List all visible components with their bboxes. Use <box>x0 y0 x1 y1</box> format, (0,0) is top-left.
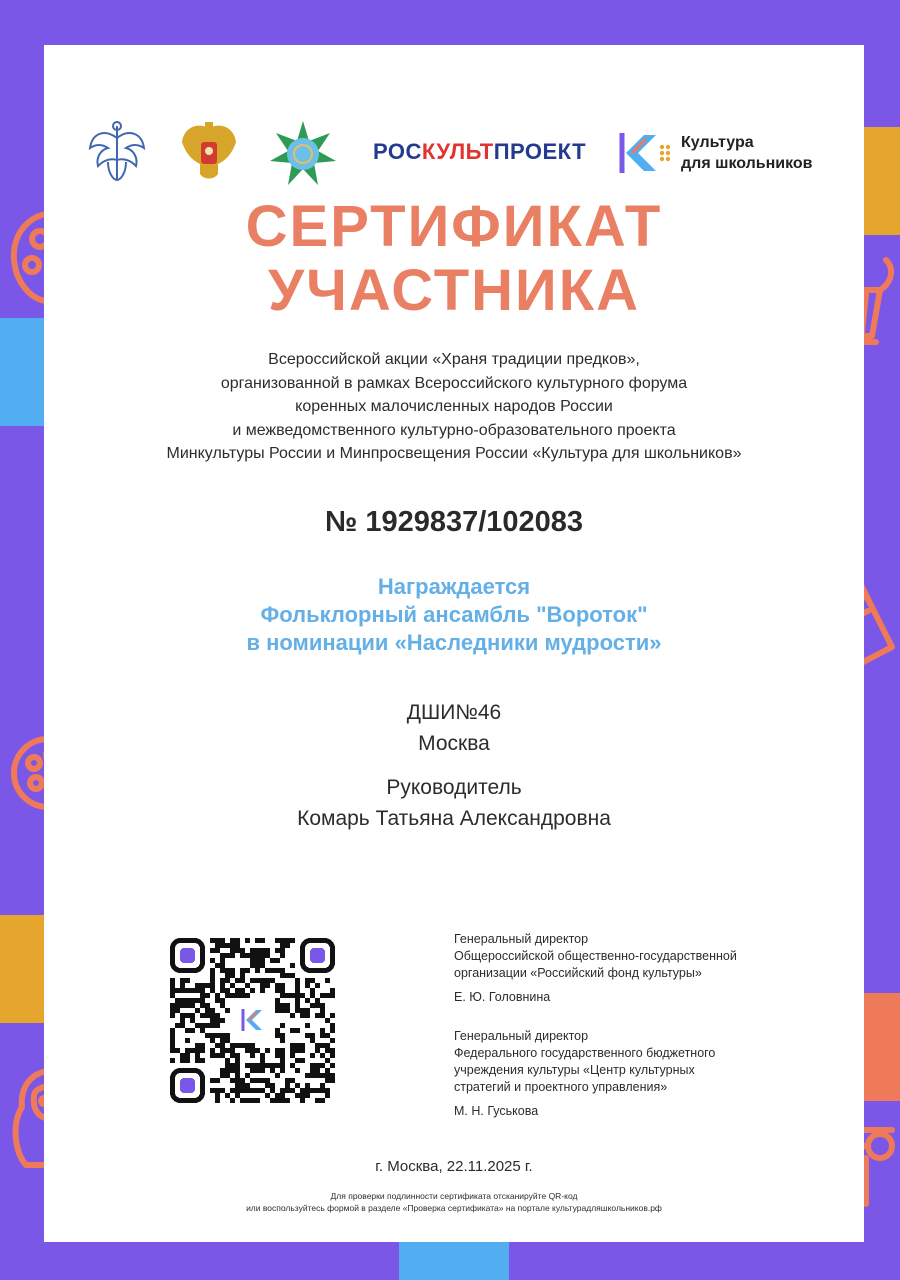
qr-center-logo-icon <box>236 1003 270 1037</box>
verification-note-line: или воспользуйтесь формой в разделе «Проверка сертификата» на портале культурадляшкольников.рф <box>246 1203 662 1213</box>
award-recipient: Фольклорный ансамбль "Вороток" <box>260 602 648 627</box>
signature-line: организации «Российский фонд культуры» <box>454 966 702 980</box>
issue-date: г. Москва, 22.11.2025 г. <box>375 1158 533 1175</box>
intro-line: организованной в рамках Всероссийского культурного форума <box>220 374 688 392</box>
signature-line: Федерального государственного бюджетного <box>454 1046 716 1060</box>
signature-line: учреждения культуры «Центр культурных <box>454 1063 695 1077</box>
roskultproekt-logo <box>373 139 586 165</box>
signature-block-2 <box>454 1028 814 1120</box>
russia-coat-of-arms-icon <box>178 120 240 186</box>
brand-ros: РОС <box>373 139 422 164</box>
culture-star-emblem-icon <box>268 119 338 189</box>
leader-block <box>44 772 864 834</box>
award-line1: Награждается <box>377 574 531 599</box>
intro-line: и межведомственного культурно-образовательного проекта <box>232 421 676 439</box>
intro-line: коренных малочисленных народов России <box>295 398 613 415</box>
frame-strip-orange-left <box>0 915 44 1023</box>
ministry-emblem-icon <box>86 120 148 186</box>
title-line1: СЕРТИФИКАТ <box>245 194 663 259</box>
school-block <box>44 697 864 759</box>
intro-text <box>44 348 864 466</box>
signature-line: Общероссийской общественно-государственной <box>454 949 737 963</box>
signatory-name: Е. Ю. Головнина <box>454 990 551 1004</box>
certificate-title <box>44 195 864 323</box>
signature-line: стратегий и проектного управления» <box>454 1080 668 1094</box>
title-line2: УЧАСТНИКА <box>267 258 640 323</box>
signature-line: Генеральный директор <box>454 1029 589 1043</box>
culture-label-line1: Культура <box>681 134 754 151</box>
frame-strip-blue-bottom <box>399 1242 509 1280</box>
brand-proekt: ПРОЕКТ <box>493 139 587 164</box>
leader-role: Руководитель <box>386 776 522 799</box>
certificate-number: № 1929837/102083 <box>324 506 584 538</box>
signature-block-1 <box>454 931 814 1006</box>
frame-strip-blue-left <box>0 318 44 426</box>
culture-label-line2: для школьников <box>681 155 813 172</box>
school-city: Москва <box>418 732 490 755</box>
award-block <box>44 573 864 657</box>
culture-for-schoolchildren-logo-icon <box>616 129 674 177</box>
verification-note <box>44 1190 864 1214</box>
signatory-name: М. Н. Гуськова <box>454 1104 539 1118</box>
school-name: ДШИ№46 <box>406 701 502 724</box>
frame-strip-salmon-right <box>864 993 900 1101</box>
intro-line: Минкультуры России и Минпросвещения России «Культура для школьников» <box>166 445 742 462</box>
award-nomination: в номинации «Наследники мудрости» <box>246 630 662 655</box>
certificate-sheet <box>44 45 864 1242</box>
culture-for-schoolchildren-label <box>681 132 813 174</box>
leader-name: Комарь Татьяна Александровна <box>297 807 611 830</box>
frame-strip-orange-right <box>864 127 900 235</box>
verification-note-line: Для проверки подлинности сертификата отсканируйте QR-код <box>330 1191 578 1201</box>
signature-line: Генеральный директор <box>454 932 589 946</box>
intro-line: Всероссийской акции «Храня традиции предков», <box>268 351 640 368</box>
logo-row <box>44 115 864 195</box>
brand-kult: КУЛЬТ <box>421 139 494 164</box>
